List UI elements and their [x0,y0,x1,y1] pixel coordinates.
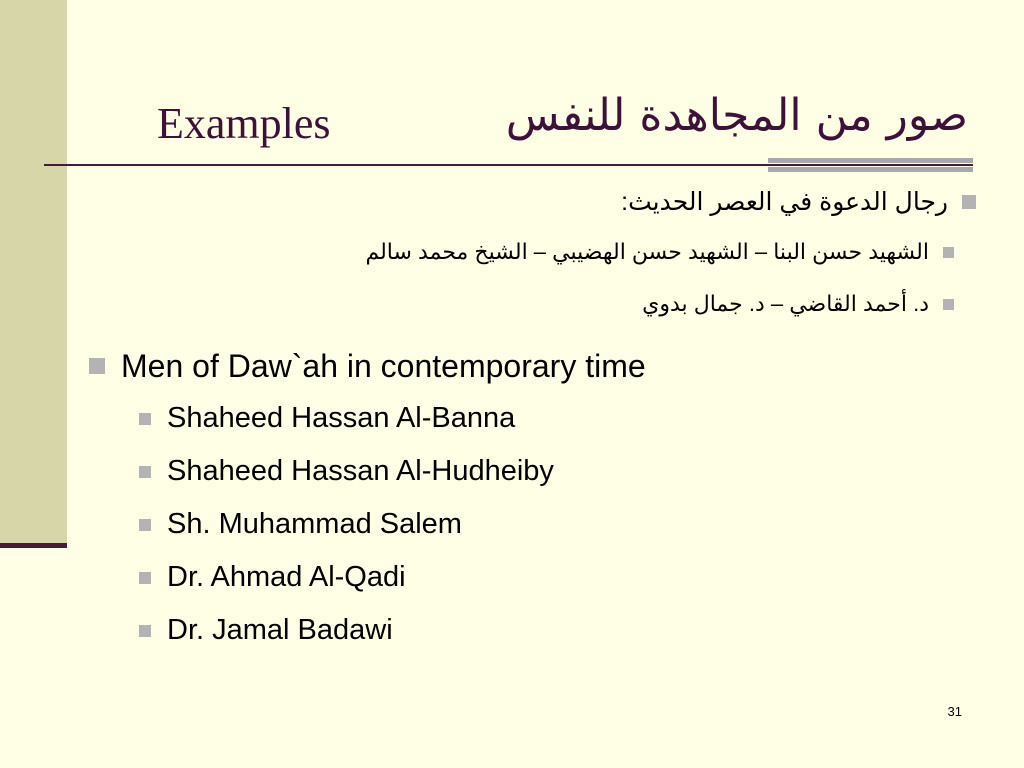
arabic-heading-item [96,178,976,226]
english-sub-item-text: Sh. Muhammad Salem [167,508,462,540]
title-arabic: صور من المجاهدة للنفس [505,90,968,141]
arabic-heading-text: رجال الدعوة في العصر الحديث: [621,188,948,216]
left-bar-accent [0,543,67,548]
english-sub-item-text: Dr. Jamal Badawi [167,614,393,646]
square-bullet-icon [139,572,151,584]
slide-number: 31 [947,704,962,719]
title-english: Examples [157,99,331,148]
left-decorative-bar [0,0,67,543]
square-bullet-icon [962,195,976,209]
arabic-sub-item-text: د. أحمد القاضي – د. جمال بدوي [642,291,929,316]
arabic-sub-item [96,226,976,278]
english-bullet-list [75,340,646,657]
english-sub-item [75,551,646,604]
english-sub-item-text: Shaheed Hassan Al-Hudheiby [167,455,554,487]
english-sub-item-text: Dr. Ahmad Al-Qadi [167,561,406,593]
english-sub-item-text: Shaheed Hassan Al-Banna [167,402,516,434]
english-heading-item [75,340,646,392]
english-sub-item [75,604,646,657]
arabic-sub-item-text: الشهيد حسن البنا – الشهيد حسن الهضيبي – الشيخ محمد سالم [365,239,929,264]
english-sub-item [75,392,646,445]
english-sub-item [75,445,646,498]
title-underline [44,164,973,166]
english-heading-text: Men of Daw`ah in contemporary time [121,347,646,384]
title-stripe-bottom [768,167,973,172]
square-bullet-icon [943,299,954,310]
english-sub-item [75,498,646,551]
square-bullet-icon [139,625,151,637]
square-bullet-icon [943,247,954,258]
arabic-bullet-list [96,178,976,330]
square-bullet-icon [89,358,105,374]
square-bullet-icon [139,466,151,478]
arabic-sub-item [96,278,976,330]
square-bullet-icon [139,519,151,531]
title-stripe-top [768,158,973,163]
square-bullet-icon [139,413,151,425]
